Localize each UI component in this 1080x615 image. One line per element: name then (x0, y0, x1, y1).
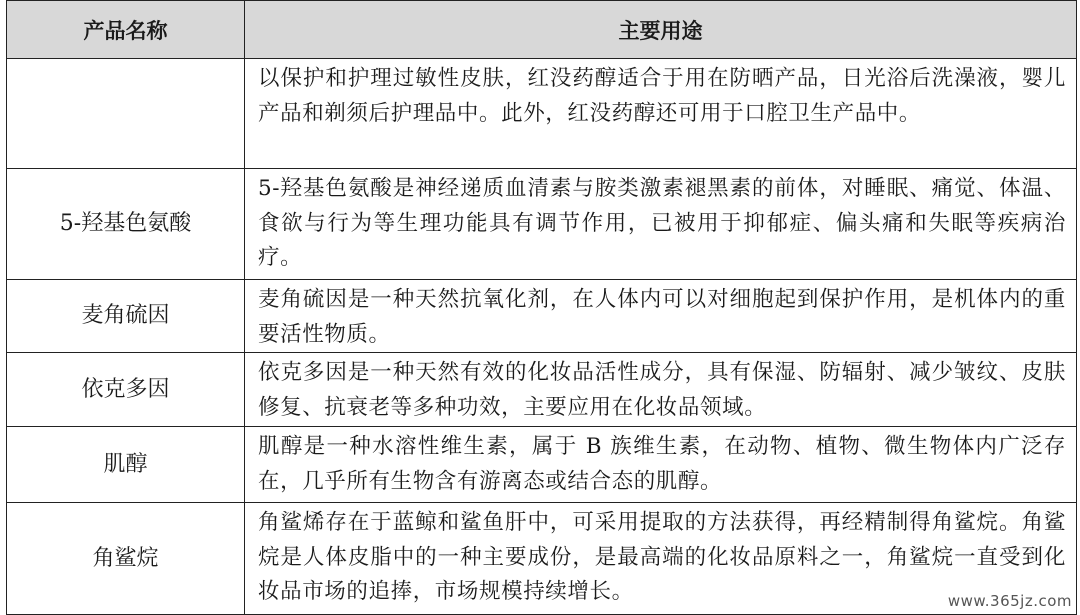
usage-description-cell: 麦角硫因是一种天然抗氧化剂，在人体内可以对细胞起到保护作用，是机体内的重要活性物质。 (245, 280, 1077, 353)
product-usage-table (6, 0, 1077, 615)
table-row (7, 353, 1077, 427)
header-main-usage: 主要用途 (245, 1, 1077, 59)
product-name-cell: 角鲨烷 (7, 503, 245, 615)
usage-description-cell: 依克多因是一种天然有效的化妆品活性成分，具有保湿、防辐射、减少皱纹、皮肤修复、抗衰老等多种功效，主要应用在化妆品领域。 (245, 353, 1077, 427)
table-row (7, 169, 1077, 280)
table-row (7, 427, 1077, 503)
table-row (7, 59, 1077, 169)
header-product-name: 产品名称 (7, 1, 245, 59)
product-name-cell (7, 59, 245, 169)
product-name-cell: 5-羟基色氨酸 (7, 169, 245, 280)
product-name-cell: 肌醇 (7, 427, 245, 503)
product-name-cell: 麦角硫因 (7, 280, 245, 353)
table-row (7, 503, 1077, 615)
usage-description-cell: 角鲨烯存在于蓝鲸和鲨鱼肝中，可采用提取的方法获得，再经精制得角鲨烷。角鲨烷是人体皮脂中的一种主要成份，是最高端的化妆品原料之一，角鲨烷一直受到化妆品市场的追捧，市场规模持续增长。 (245, 503, 1077, 615)
product-name-cell: 依克多因 (7, 353, 245, 427)
usage-description-cell: 5-羟基色氨酸是神经递质血清素与胺类激素褪黑素的前体，对睡眠、痛觉、体温、食欲与行为等生理功能具有调节作用，已被用于抑郁症、偏头痛和失眠等疾病治疗。 (245, 169, 1077, 280)
site-watermark: www.365jz.com (947, 592, 1072, 610)
table-header-row (7, 1, 1077, 59)
usage-description-cell: 肌醇是一种水溶性维生素，属于 B 族维生素，在动物、植物、微生物体内广泛存在，几乎所有生物含有游离态或结合态的肌醇。 (245, 427, 1077, 503)
usage-description-cell: 以保护和护理过敏性皮肤，红没药醇适合于用在防晒产品，日光浴后洗澡液，婴儿产品和剃须后护理品中。此外，红没药醇还可用于口腔卫生产品中。 (245, 59, 1077, 169)
table-row (7, 280, 1077, 353)
